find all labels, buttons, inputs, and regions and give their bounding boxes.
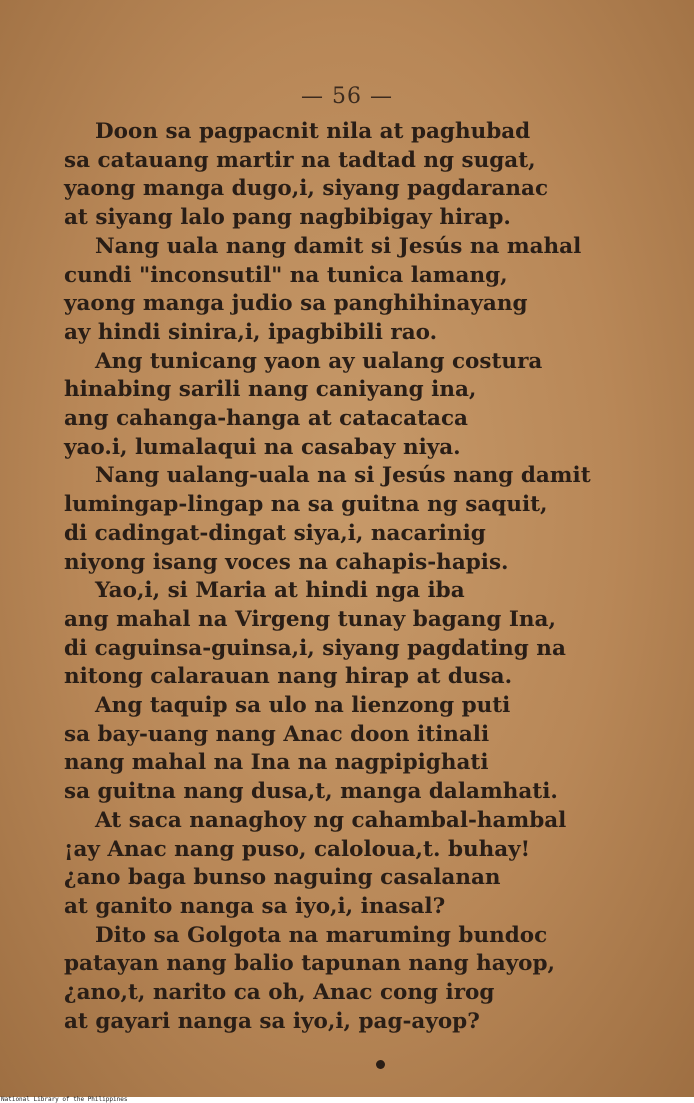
verse-line: Yao,i, si Maria at hindi nga iba — [95, 578, 465, 604]
verse-line: di cadingat-dingat siya,i, nacarinig — [64, 520, 486, 546]
verse-line: yaong manga dugo,i, siyang pagdaranac — [64, 176, 549, 202]
verse-line: Dito sa Golgota na maruming bundoc — [95, 922, 548, 948]
ornament-dot-icon — [376, 1060, 385, 1069]
verse-line: ¡ay Anac nang puso, caloloua,t. buhay! — [64, 836, 531, 862]
page-number: — 56 — — [301, 84, 393, 109]
verse-line: yao.i, lumalaqui na casabay niya. — [64, 434, 461, 460]
verse-line: Ang taquip sa ulo na lienzong puti — [95, 693, 511, 719]
footer-credit: National Library of the Philippines — [1, 1096, 128, 1103]
verse-line: at siyang lalo pang nagbibigay hirap. — [64, 205, 511, 231]
verse-line: cundi "inconsutil" na tunica lamang, — [64, 262, 508, 288]
verse-line: at ganito nanga sa iyo,i, inasal? — [64, 893, 446, 919]
verse-line: At saca nanaghoy ng cahambal-hambal — [95, 807, 567, 833]
verse-line: sa catauang martir na tadtad ng sugat, — [64, 147, 536, 173]
verse-line: Nang uala nang damit si Jesús na mahal — [95, 233, 582, 259]
verse-line: niyong isang voces na cahapis-hapis. — [64, 549, 509, 575]
verse-line: Nang ualang-uala na si Jesús nang damit — [95, 463, 591, 489]
verse-line: sa guitna nang dusa,t, manga dalamhati. — [64, 779, 558, 805]
verse-line: nitong calarauan nang hirap at dusa. — [64, 664, 513, 690]
verse-line: hinabing sarili nang caniyang ina, — [64, 377, 477, 403]
verse-line: Doon sa pagpacnit nila at paghubad — [95, 119, 531, 144]
verse-line: nang mahal na Ina na nagpipighati — [64, 750, 489, 776]
verse-line: ¿ano,t, narito ca oh, Anac cong irog — [64, 980, 495, 1006]
verse-line: ang cahanga-hanga at catacataca — [64, 406, 468, 432]
verse-line: ¿ano baga bunso naguing casalanan — [64, 865, 501, 891]
verse-text-block — [64, 118, 664, 1037]
verse-line: at gayari nanga sa iyo,i, pag-ayop? — [64, 1008, 480, 1034]
verse-line: di caguinsa-guinsa,i, siyang pagdating na — [64, 635, 566, 661]
verse-line: lumingap-lingap na sa guitna ng saquit, — [64, 492, 548, 518]
verse-line: patayan nang balio tapunan nang hayop, — [64, 951, 556, 977]
verse-line: sa bay-uang nang Anac doon itinali — [64, 721, 490, 747]
verse-line: Ang tunicang yaon ay ualang costura — [95, 348, 543, 374]
verse-line: ay hindi sinira,i, ipagbibili rao. — [64, 319, 438, 345]
verse-line: ang mahal na Virgeng tunay bagang Ina, — [64, 606, 556, 632]
verse-line: yaong manga judio sa panghihinayang — [64, 291, 528, 317]
